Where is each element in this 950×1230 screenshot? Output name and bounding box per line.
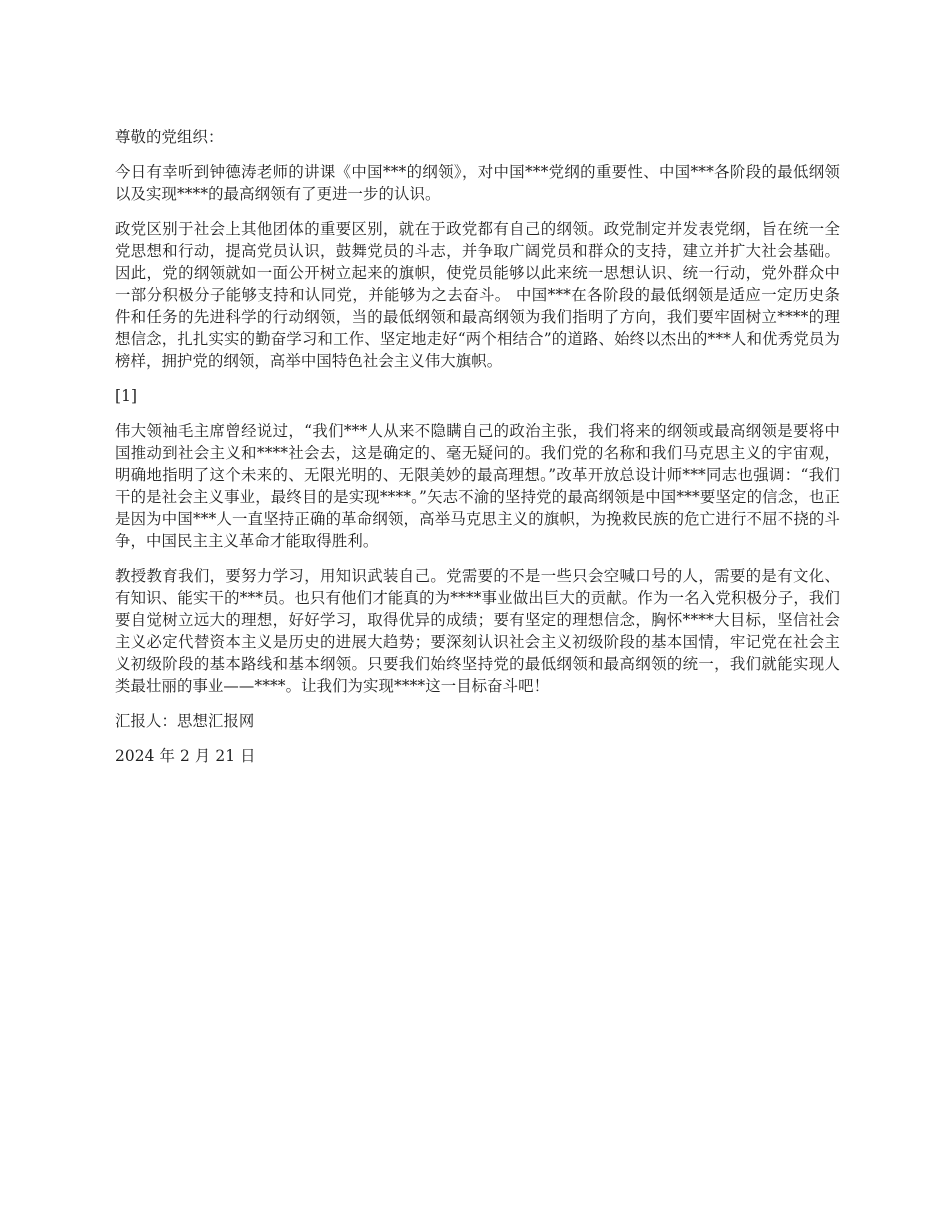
footnote-marker: [1] xyxy=(115,387,138,405)
reporter-line: 汇报人：思想汇报网 xyxy=(115,712,255,730)
study-paragraph: 教授教育我们，要努力学习，用知识武装自己。党需要的不是一些只会空喊口号的人，需要的是有文化、有知识、能实干的***员。也只有他们才能真的为****事业做出巨大的贡献。作为一名入党积极分子，我们要自觉树立远大的理想，好好学习，取得优异的成绩；要有坚定的理想信念，胸怀****大目标，坚信社会主义必定代替资本主义是历史的进展大趋势；要深刻认识社会主义初级阶段的基本国情，牢记党在社会主义初级阶段的基本路线和基本纲领。只要我们始终坚持党的最低纲领和最高纲领的统一，我们就能实现人类最壮丽的事业——****。让我们为实现****这一目标奋斗吧！ xyxy=(115,567,840,695)
date-line: 2024 年 2 月 21 日 xyxy=(115,747,256,765)
party-program-paragraph: 政党区别于社会上其他团体的重要区别，就在于政党都有自己的纲领。政党制定并发表党纲，旨在统一全党思想和行动，提高党员认识，鼓舞党员的斗志，并争取广阔党员和群众的支持，建立并扩大社会基础。因此，党的纲领就如一面公开树立起来的旗帜，使党员能够以此来统一思想认识、统一行动，党外群众中一部分积极分子能够支持和认同党，并能够为之去奋斗。 中国***在各阶段的最低纲领是适应一定历史条件和任务的先进科学的行动纲领，当的最低纲领和最高纲领为我们指明了方向，我们要牢固树立****的理想信念，扎扎实实的勤奋学习和工作、坚定地走好“两个相结合”的道路、始终以杰出的***人和优秀党员为榜样，拥护党的纲领，高举中国特色社会主义伟大旗帜。 xyxy=(115,220,840,370)
intro-paragraph: 今日有幸听到钟德涛老师的讲课《中国***的纲领》，对中国***党纲的重要性、中国***各阶段的最低纲领以及实现****的最高纲领有了更进一步的认识。 xyxy=(115,163,840,203)
document-body xyxy=(115,126,840,780)
leaders-quote-paragraph: 伟大领袖毛主席曾经说过，“我们***人从来不隐瞒自己的政治主张，我们将来的纲领或最高纲领是要将中国推动到社会主义和****社会去，这是确定的、毫无疑问的。我们党的名称和我们马克思主义的宇宙观，明确地指明了这个未来的、无限光明的、无限美妙的最高理想。”改革开放总设计师***同志也强调：“我们干的是社会主义事业，最终目的是实现****。”矢志不渝的坚持党的最高纲领是中国***要坚定的信念，也正是因为中国***人一直坚持正确的革命纲领，高举马克思主义的旗帜，为挽救民族的危亡进行不屈不挠的斗争，中国民主主义革命才能取得胜利。 xyxy=(115,422,840,550)
salutation: 尊敬的党组织： xyxy=(115,128,224,146)
